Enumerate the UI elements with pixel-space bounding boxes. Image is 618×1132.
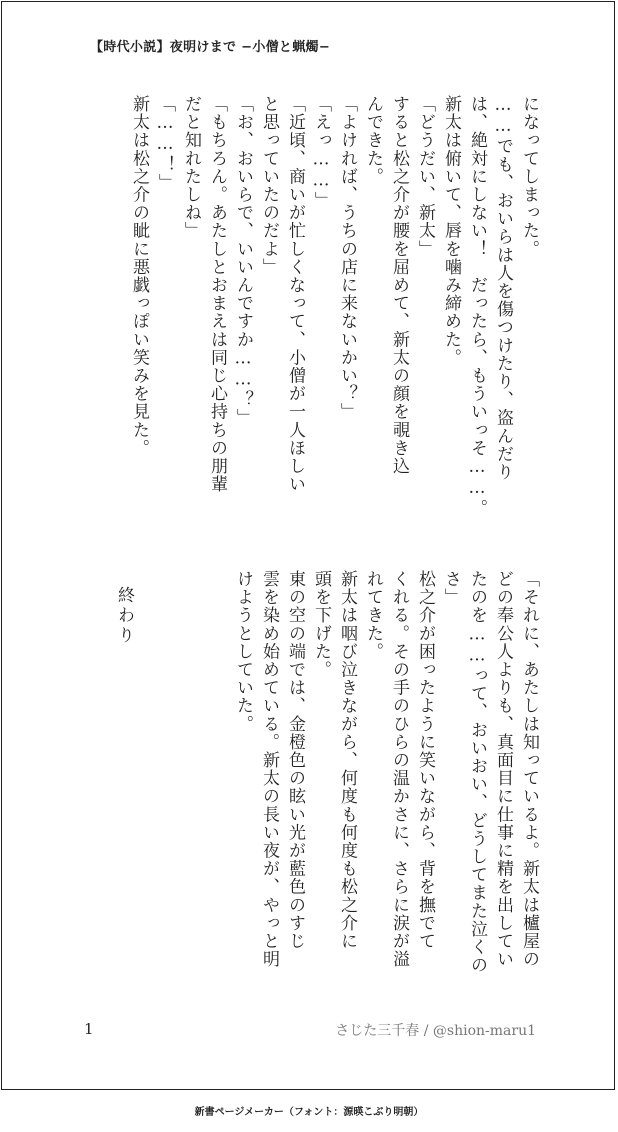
text-line: どの奉公人よりも、真面目に仕事に精を出してい	[493, 570, 513, 969]
text-line: んできた。	[363, 95, 383, 186]
text-line: と思っていたのだよ」	[259, 95, 279, 276]
generator-credit: 新書ページメーカー（フォント：源暎こぶり明朝）	[194, 1107, 424, 1118]
page-title: 【時代小説】夜明けまで −小僧と蝋燭−	[90, 40, 331, 55]
text-line: になってしまった。	[519, 95, 539, 258]
text-line: 東の空の端では、金橙色の眩い光が藍色のすじ	[285, 570, 305, 951]
text-line: 「近頃、商いが忙しくなって、小僧が一人ほしい	[285, 95, 305, 494]
text-line: 「お、おいらで、いいんですか……？」	[233, 95, 253, 427]
page-number: 1	[84, 1020, 94, 1038]
text-line: 「それに、あたしは知っているよ。新太は櫨屋の	[519, 570, 539, 969]
text-line: さ」	[441, 570, 461, 607]
author-credit: さじた三千春 / @shion-maru1	[335, 1023, 536, 1039]
text-line: れてきた。	[363, 570, 383, 661]
text-line: は、絶対にしない！ だったら、もういっそ……。	[467, 95, 487, 518]
text-line: すると松之介が腰を屈めて、新太の顔を覗き込	[389, 95, 409, 476]
text-line: 頭を下げた。	[311, 570, 331, 679]
end-marker: 終わり	[114, 586, 134, 646]
text-line: だと知れたしね」	[181, 95, 201, 240]
text-line: 「よければ、うちの店に来ないかい？」	[337, 95, 357, 421]
lower-text-block	[230, 570, 542, 990]
text-line: 新太は咽び泣きながら、何度も何度も松之介に	[337, 570, 357, 951]
text-line: 松之介が困ったように笑いながら、背を撫でて	[415, 570, 435, 951]
text-line: たのを……って、おいおい、どうしてまた泣くの	[467, 570, 487, 975]
text-line: 「どうだい、新太」	[415, 95, 435, 258]
text-line: 「えっ……」	[311, 95, 331, 210]
text-line: けようとしていた。	[233, 570, 253, 733]
text-line: 「もちろん。あたしとおまえは同じ心持ちの朋輩	[207, 95, 227, 494]
text-line: 新太は松之介の眦に悪戯っぽい笑みを見た。	[129, 95, 149, 457]
text-line: 雲を染め始めている。新太の長い夜が、やっと明	[259, 570, 279, 969]
text-line: 「……！」	[155, 95, 175, 192]
text-line: ……でも、おいらは人を傷つけたり、盗んだり	[493, 95, 513, 482]
text-line: くれる。その手のひらの温かさに、さらに涙が溢	[389, 570, 409, 969]
text-line: 新太は俯いて、唇を噛み締めた。	[441, 95, 461, 367]
upper-text-block	[126, 95, 542, 518]
